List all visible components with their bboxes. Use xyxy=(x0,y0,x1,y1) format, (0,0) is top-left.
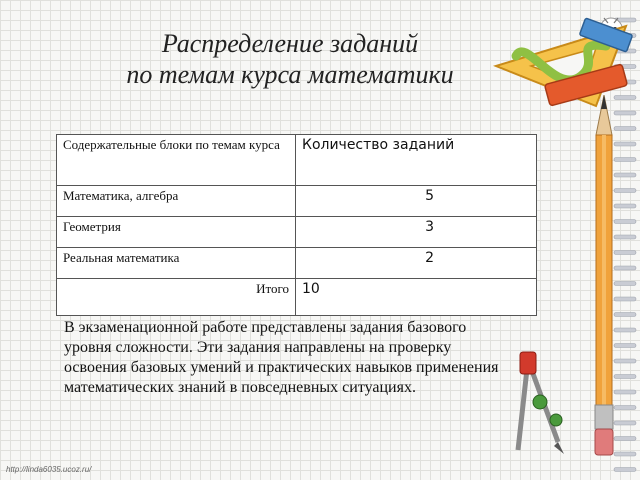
total-count: 10 xyxy=(296,279,537,316)
table-row xyxy=(57,186,537,217)
count-cell: 2 xyxy=(296,248,537,279)
topic-cell: Геометрия xyxy=(57,217,296,248)
table-row xyxy=(57,217,537,248)
topic-cell: Реальная математика xyxy=(57,248,296,279)
title-line-2: по темам курса математики xyxy=(126,60,454,89)
table-header-row xyxy=(57,135,537,186)
topics-table xyxy=(56,134,537,316)
count-cell: 5 xyxy=(296,186,537,217)
count-cell: 3 xyxy=(296,217,537,248)
description-text: В экзаменационной работе представлены задания базового уровня сложности. Эти задания направлены на проверку освоения базовых умений и практических навыков применения математических знаний в повседневных ситуациях. xyxy=(64,319,499,396)
slide-title xyxy=(60,28,520,90)
total-label: Итого xyxy=(57,279,296,316)
topic-cell: Математика, алгебра xyxy=(57,186,296,217)
notebook-ring-icon xyxy=(614,468,636,472)
pencil-icon xyxy=(584,95,624,465)
footer-url: http://linda6035.ucoz.ru/ xyxy=(6,465,92,474)
compass-icon xyxy=(506,350,576,460)
table-total-row xyxy=(57,279,537,316)
table-header-topics: Содержательные блоки по темам курса xyxy=(57,135,296,186)
title-line-1: Распределение заданий xyxy=(161,29,419,58)
table-header-count: Количество заданий xyxy=(296,135,537,186)
table-row xyxy=(57,248,537,279)
